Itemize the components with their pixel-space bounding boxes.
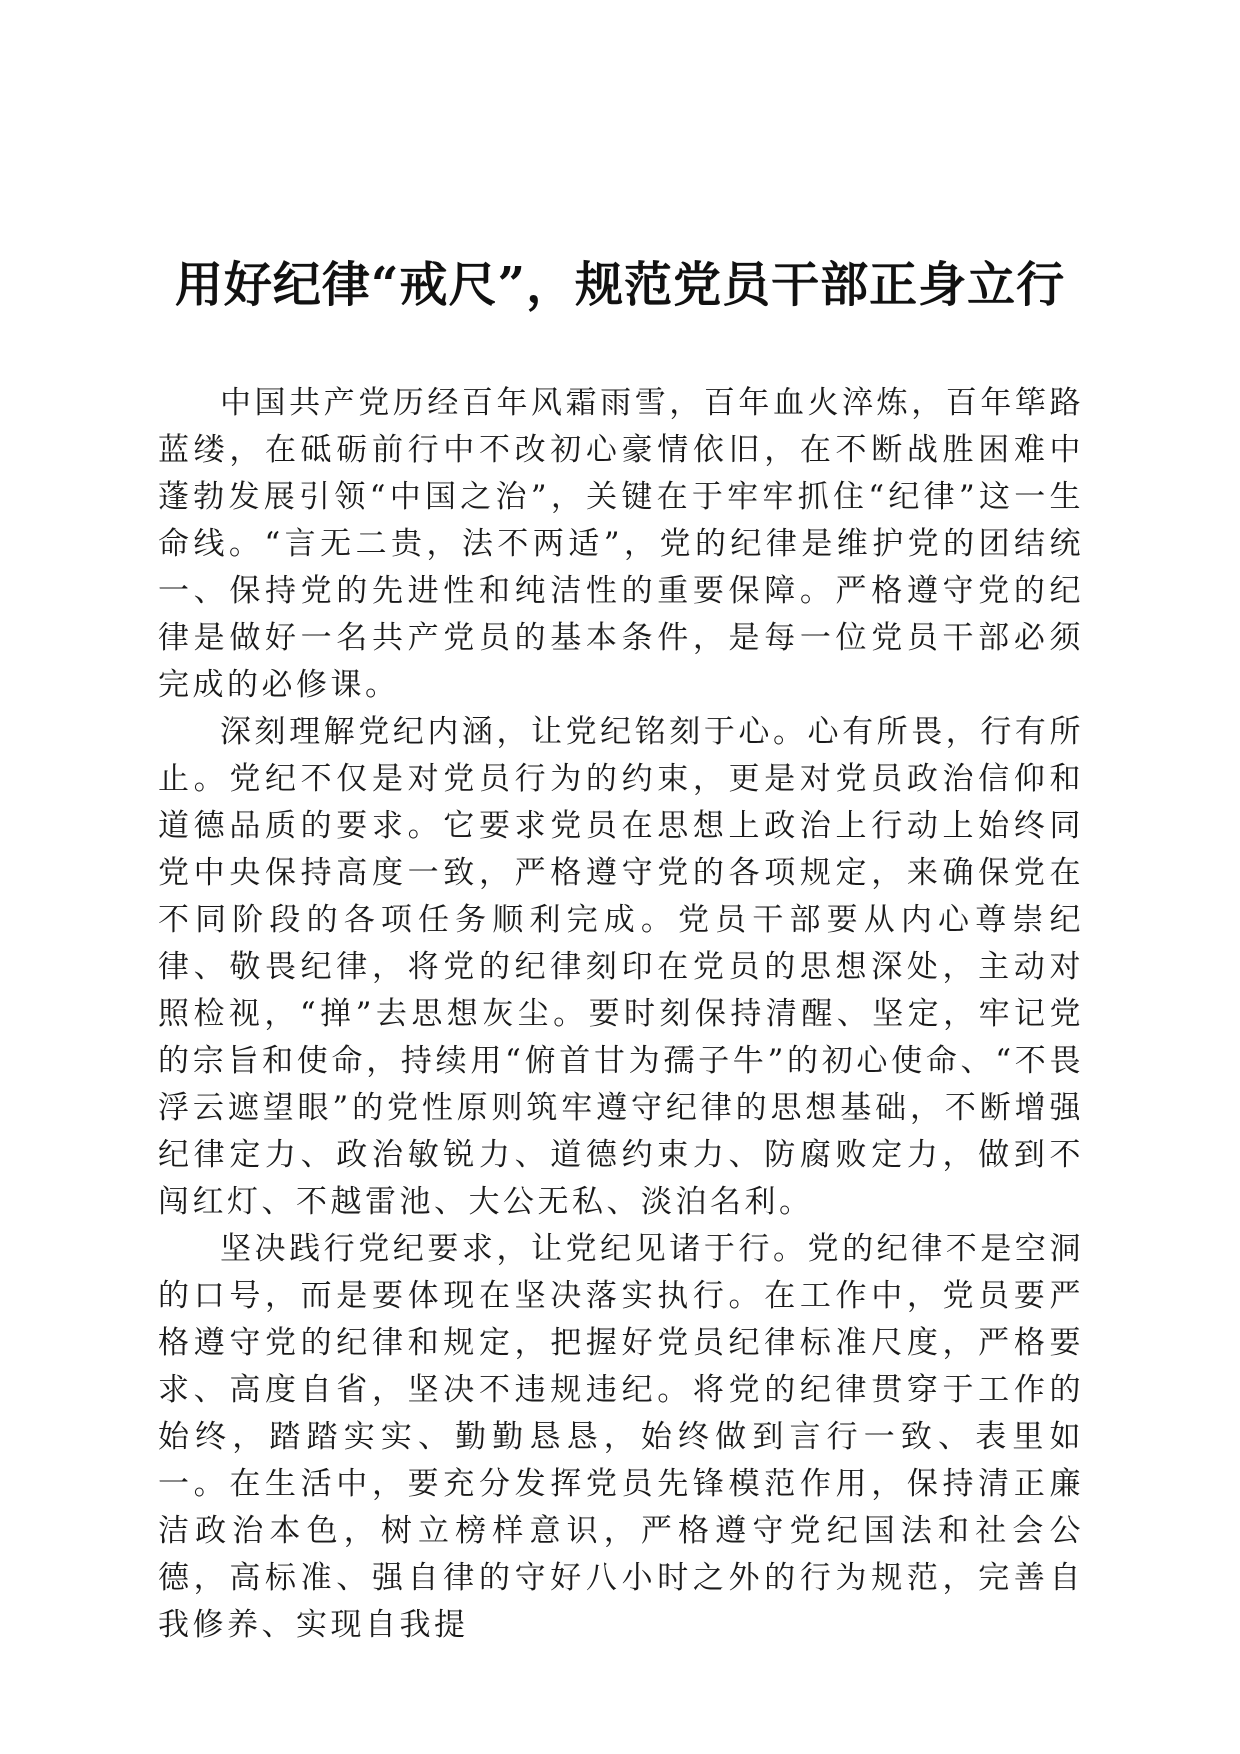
paragraph-1: 中国共产党历经百年风霜雨雪，百年血火淬炼，百年筚路蓝缕，在砥砺前行中不改初心豪情依旧，在不断战胜困难中蓬勃发展引领“中国之治”，关键在于牢牢抓住“纪律”这一生命线。“言无二贵，法不两适”，党的纪律是维护党的团结统一、保持党的先进性和纯洁性的重要保障。严格遵守党的纪律是做好一名共产党员的基本条件，是每一位党员干部必须完成的必修课。 xyxy=(158,385,1084,703)
paragraph-3: 坚决践行党纪要求，让党纪见诸于行。党的纪律不是空洞的口号，而是要体现在坚决落实执行。在工作中，党员要严格遵守党的纪律和规定，把握好党员纪律标准尺度，严格要求、高度自省，坚决不违规违纪。将党的纪律贯穿于工作的始终，踏踏实实、勤勤恳恳，始终做到言行一致、表里如一。在生活中，要充分发挥党员先锋模范作用，保持清正廉洁政治本色，树立榜样意识，严格遵守党纪国法和社会公德，高标准、强自律的守好八小时之外的行为规范，完善自我修养、实现自我提 xyxy=(158,1231,1084,1643)
article-title: 用好纪律“戒尺”，规范党员干部正身立行 xyxy=(174,257,1066,313)
article-body xyxy=(158,380,1084,1649)
paragraph-2: 深刻理解党纪内涵，让党纪铭刻于心。心有所畏，行有所止。党纪不仅是对党员行为的约束，更是对党员政治信仰和道德品质的要求。它要求党员在思想上政治上行动上始终同党中央保持高度一致，严格遵守党的各项规定，来确保党在不同阶段的各项任务顺利完成。党员干部要从内心尊崇纪律、敬畏纪律，将党的纪律刻印在党员的思想深处，主动对照检视，“掸”去思想灰尘。要时刻保持清醒、坚定，牢记党的宗旨和使命，持续用“俯首甘为孺子牛”的初心使命、“不畏浮云遮望眼”的党性原则筑牢遵守纪律的思想基础，不断增强纪律定力、政治敏锐力、道德约束力、防腐败定力，做到不闯红灯、不越雷池、大公无私、淡泊名利。 xyxy=(158,714,1084,1220)
